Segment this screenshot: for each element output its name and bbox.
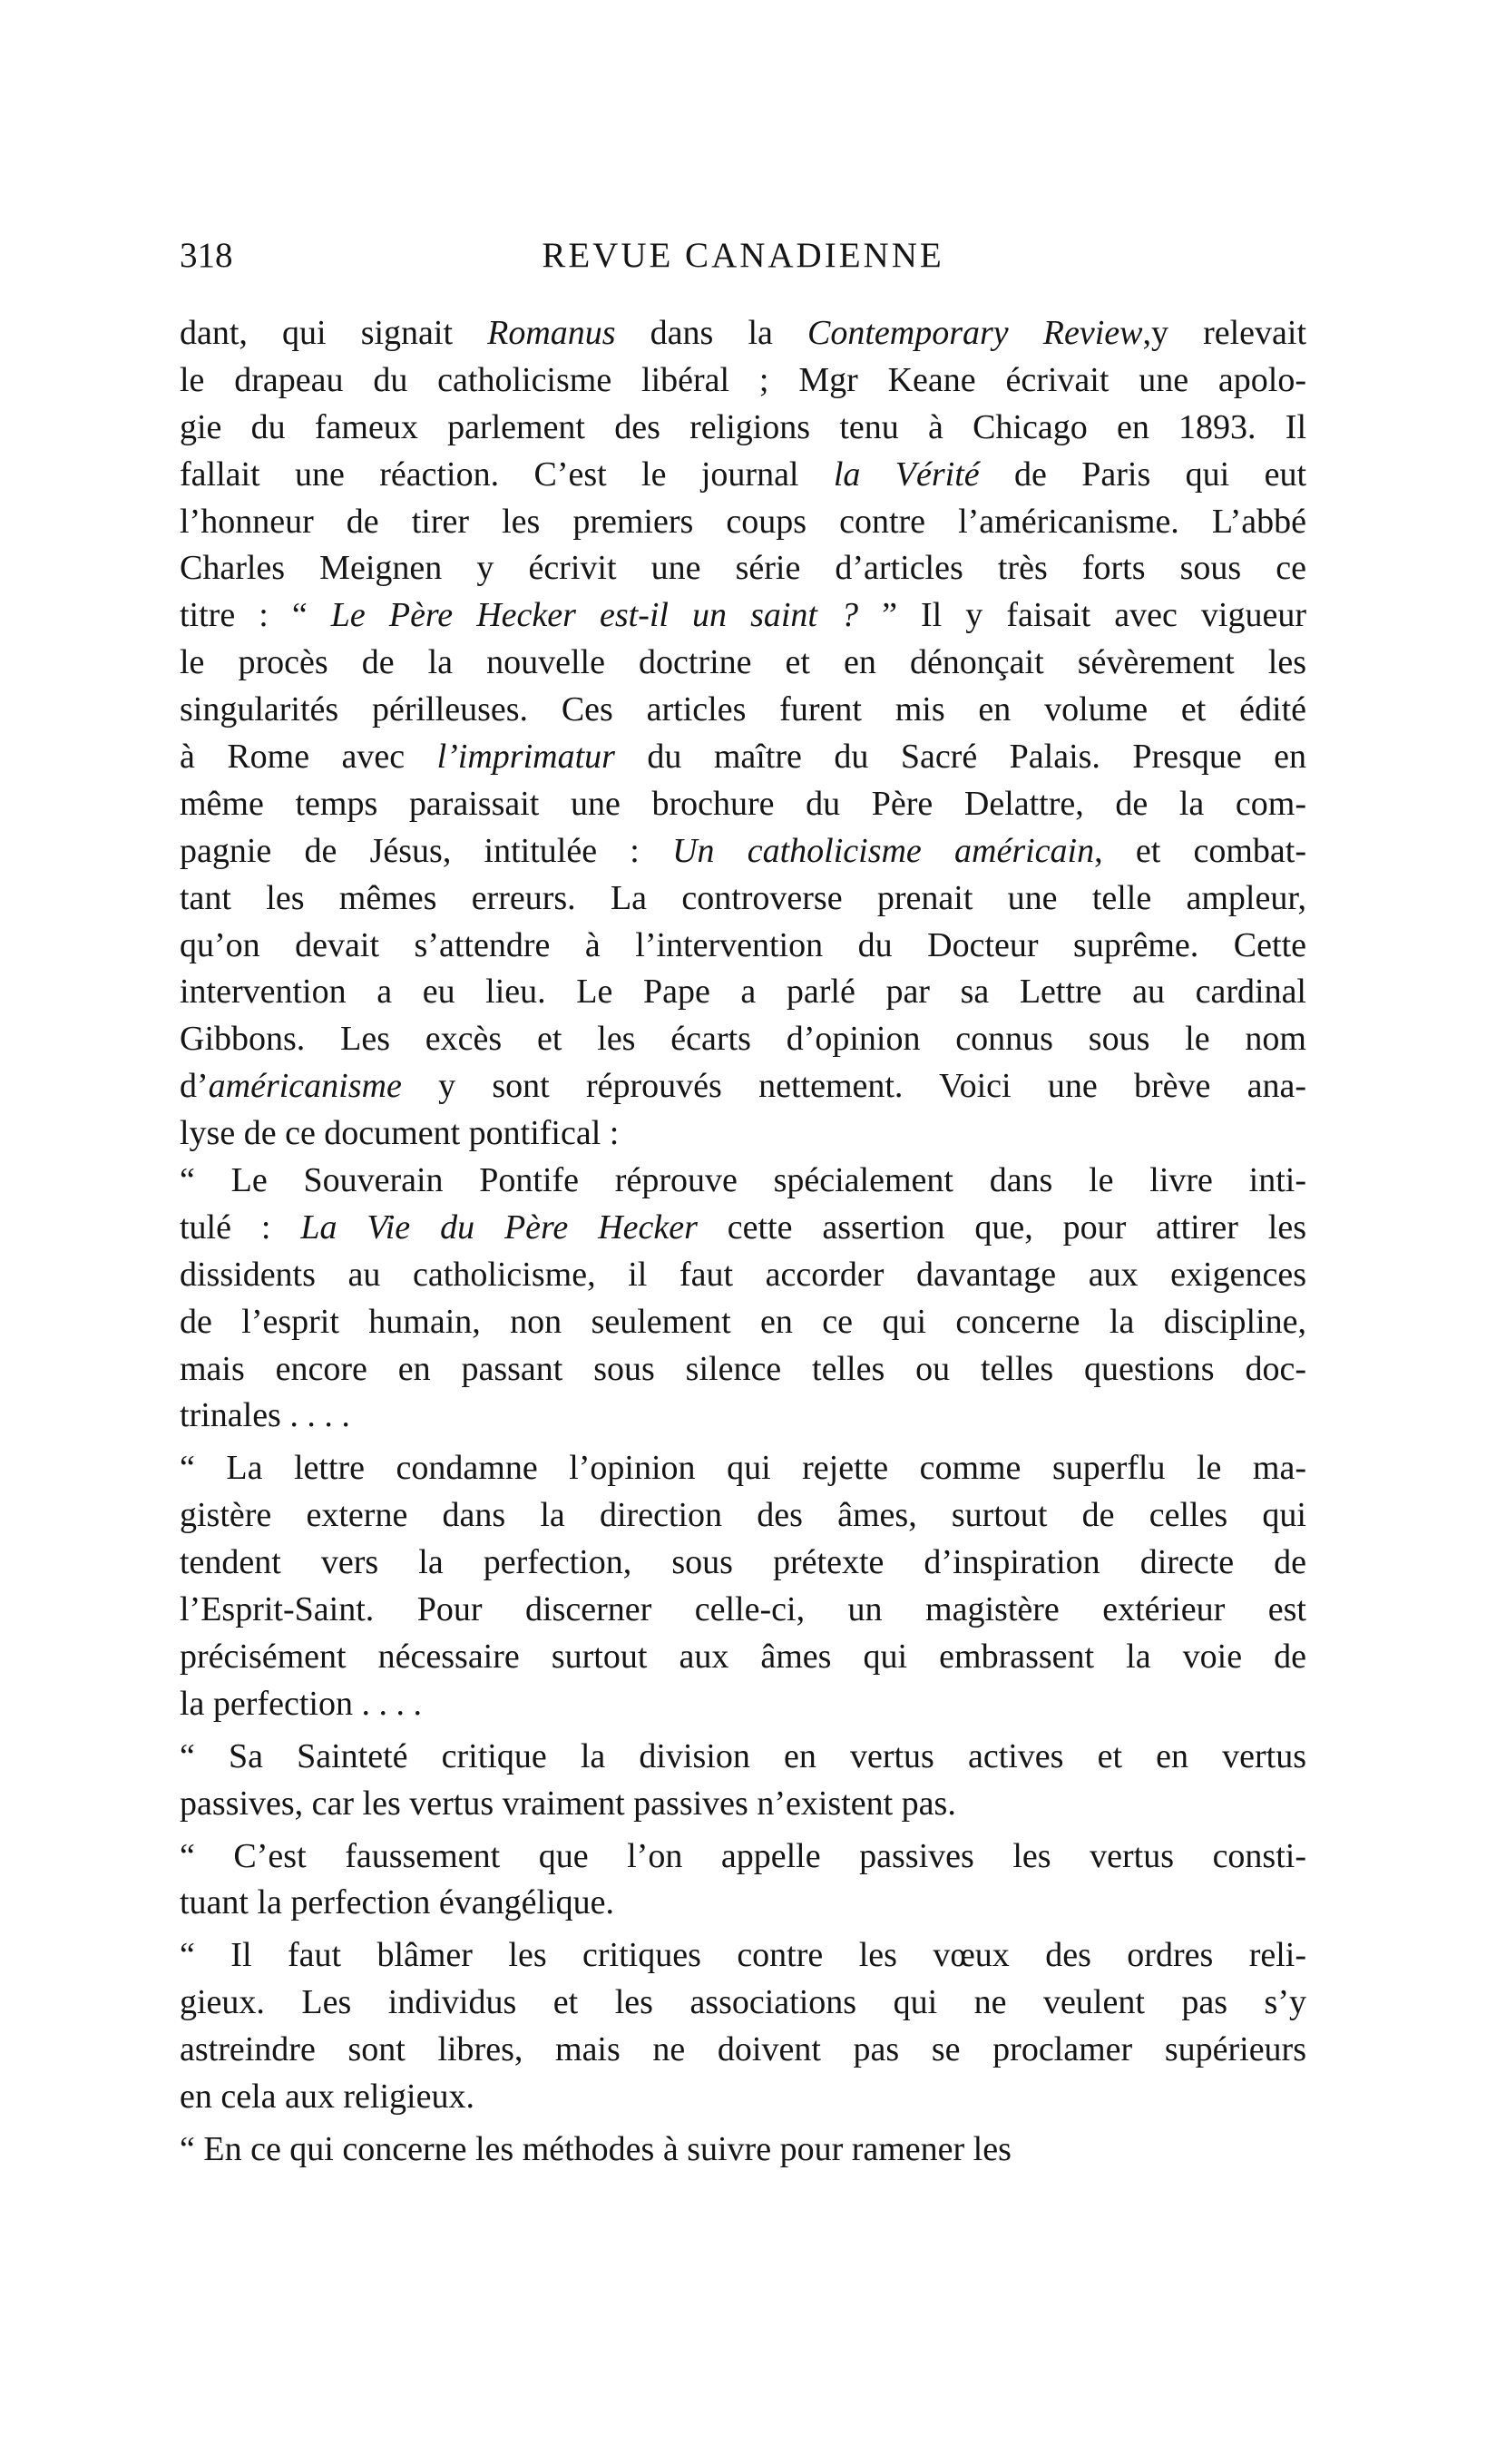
body-text [180, 310, 1306, 2174]
text-segment: gieux. Les individus et les associations qui ne veulent pas s’y [180, 1983, 1306, 2022]
page-header [180, 229, 1306, 283]
text-line [180, 1681, 1306, 1728]
text-line [180, 1299, 1306, 1346]
text-line [180, 923, 1306, 970]
text-segment: cette assertion que, pour attirer les [697, 1208, 1306, 1247]
paragraph [180, 1445, 1306, 1727]
text-segment: tant les mêmes erreurs. La controverse prenait une telle ampleur, [180, 878, 1306, 917]
text-line [180, 1252, 1306, 1299]
text-line [180, 310, 1306, 357]
text-line [180, 1445, 1306, 1492]
text-segment: astreindre sont libres, mais ne doivent pas se proclamer supérieurs [180, 2030, 1306, 2069]
text-segment: gistère externe dans la direction des âmes, surtout de celles qui [180, 1496, 1306, 1535]
text-segment: tendent vers la perfection, sous prétexte d’inspiration directe de [180, 1543, 1306, 1582]
text-segment: “ Il faut blâmer les critiques contre les vœux des ordres reli- [180, 1936, 1306, 1975]
text-segment: de Paris qui eut [979, 455, 1306, 494]
text-line [180, 1110, 1306, 1158]
running-title: REVUE CANADIENNE [542, 236, 944, 275]
text-line [180, 1734, 1306, 1781]
text-segment: d’ [180, 1067, 209, 1106]
text-segment: “ Le Souverain Pontife réprouve spécialement dans le livre inti- [180, 1161, 1306, 1200]
text-line [180, 969, 1306, 1016]
text-line [180, 1880, 1306, 1927]
text-segment: dans la [615, 314, 807, 352]
text-line [180, 2127, 1306, 2174]
text-line [180, 357, 1306, 405]
text-segment: mais encore en passant sous silence telles ou telles questions doc- [180, 1349, 1306, 1388]
text-segment: tuant la perfection évangélique. [180, 1883, 615, 1922]
text-line [180, 1634, 1306, 1681]
text-segment: la perfection . . . . [180, 1684, 422, 1723]
text-segment: Gibbons. Les excès et les écarts d’opinion connus sous le nom [180, 1020, 1306, 1059]
text-segment: , et combat- [1094, 831, 1306, 870]
italic-text: Un catholicisme américain [672, 831, 1095, 870]
text-segment: à Rome avec [180, 738, 437, 777]
text-segment: du maître du Sacré Palais. Presque en [614, 738, 1307, 777]
text-segment: ,y relevait [1142, 314, 1306, 352]
text-line [180, 592, 1306, 640]
text-segment: tulé : [180, 1208, 301, 1247]
text-segment: “ C’est faussement que l’on appelle passives les vertus consti- [180, 1836, 1306, 1875]
italic-text: l’imprimatur [436, 738, 615, 777]
text-segment: l’honneur de tirer les premiers coups contre l’américanisme. L’abbé [180, 502, 1306, 541]
text-segment: y sont réprouvés nettement. Voici une brève ana- [401, 1067, 1306, 1106]
text-line [180, 1016, 1306, 1063]
text-line [180, 1205, 1306, 1252]
text-segment: l’Esprit-Saint. Pour discerner celle-ci, un magistère extérieur est [180, 1590, 1306, 1629]
paragraph [180, 1932, 1306, 2121]
paragraph [180, 1833, 1306, 1928]
text-segment: Charles Meignen y écrivit une série d’articles très forts sous ce [180, 549, 1306, 588]
text-line [180, 640, 1306, 687]
italic-text: la Vérité [833, 455, 980, 494]
text-line [180, 2027, 1306, 2074]
text-line [180, 1833, 1306, 1881]
paragraph [180, 1734, 1306, 1828]
text-line [180, 1393, 1306, 1440]
italic-text: Romanus [487, 314, 616, 352]
text-line [180, 405, 1306, 452]
text-segment: le drapeau du catholicisme libéral ; Mgr Keane écrivait une apolo- [180, 360, 1306, 399]
text-line [180, 1781, 1306, 1828]
text-line [180, 1932, 1306, 1980]
text-line [180, 452, 1306, 499]
text-line [180, 1492, 1306, 1540]
text-line [180, 875, 1306, 923]
text-segment: qu’on devait s’attendre à l’intervention du Docteur suprême. Cette [180, 925, 1306, 964]
text-segment: “ Sa Sainteté critique la division en vertus actives et en vertus [180, 1736, 1306, 1775]
text-segment: en cela aux religieux. [180, 2077, 474, 2116]
text-segment: précisément nécessaire surtout aux âmes qui embrassent la voie de [180, 1637, 1306, 1676]
text-segment: intervention a eu lieu. Le Pape a parlé par sa Lettre au cardinal [180, 973, 1306, 1012]
text-segment: de l’esprit humain, non seulement en ce qui concerne la discipline, [180, 1302, 1306, 1341]
paragraph [180, 2127, 1306, 2174]
text-segment: pagnie de Jésus, intitulée : [180, 831, 673, 870]
text-segment: trinales . . . . [180, 1396, 350, 1435]
text-line [180, 2074, 1306, 2121]
text-line [180, 1346, 1306, 1393]
italic-text: américanisme [208, 1067, 402, 1106]
text-line [180, 1980, 1306, 2027]
text-line [180, 1158, 1306, 1205]
text-segment: ” Il y faisait avec vigueur [858, 596, 1306, 635]
text-line [180, 1063, 1306, 1110]
italic-text: La Vie du Père Hecker [300, 1208, 698, 1247]
text-segment: le procès de la nouvelle doctrine et en dénonçait sévèrement les [180, 643, 1306, 682]
text-segment: “ La lettre condamne l’opinion qui rejette comme superflu le ma- [180, 1449, 1306, 1488]
text-line [180, 781, 1306, 828]
text-line [180, 687, 1306, 734]
page-number: 318 [180, 236, 233, 275]
text-line [180, 734, 1306, 781]
text-line [180, 828, 1306, 875]
text-segment: titre : “ [180, 596, 331, 635]
text-segment: même temps paraissait une brochure du Père Delattre, de la com- [180, 784, 1306, 823]
text-line [180, 545, 1306, 592]
italic-text: Le Père Hecker est-il un saint ? [330, 596, 859, 635]
text-segment: “ En ce qui concerne les méthodes à suivre pour ramener les [180, 2129, 1012, 2168]
text-line [180, 1587, 1306, 1634]
text-segment: gie du fameux parlement des religions tenu à Chicago en 1893. Il [180, 407, 1306, 446]
text-segment: singularités périlleuses. Ces articles furent mis en volume et édité [180, 690, 1306, 729]
italic-text: Contemporary Review [807, 314, 1143, 352]
paragraph [180, 1158, 1306, 1440]
text-segment: fallait une réaction. C’est le journal [180, 455, 834, 494]
text-line [180, 1540, 1306, 1587]
text-segment: dant, qui signait [180, 314, 488, 352]
paragraph [180, 310, 1306, 1158]
text-line [180, 499, 1306, 546]
text-segment: lyse de ce document pontifical : [180, 1114, 620, 1153]
text-segment: passives, car les vertus vraiment passives n’existent pas. [180, 1784, 956, 1823]
text-segment: dissidents au catholicisme, il faut accorder davantage aux exigences [180, 1255, 1306, 1294]
